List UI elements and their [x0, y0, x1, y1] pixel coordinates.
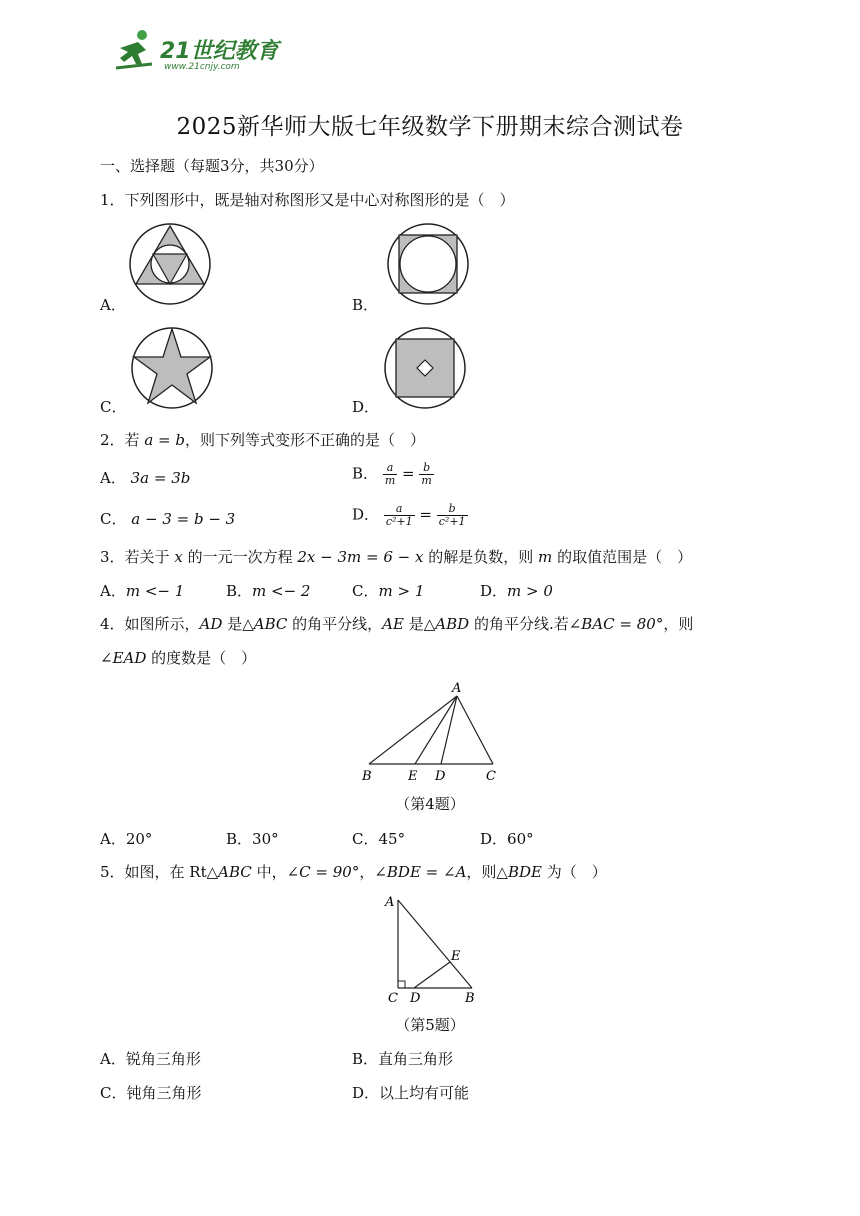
q4-ead: EAD: [112, 649, 147, 667]
q2-option-c: [100, 509, 235, 529]
q5-abc: ABC: [218, 863, 252, 881]
q2-b-fraction-left: $\frac{a}{m}$: [384, 461, 396, 487]
q2-b-fraction-right: $\frac{b}{m}$: [421, 461, 432, 487]
q3-var-x: x: [174, 548, 183, 566]
q1-option-c-label: C．: [100, 398, 127, 416]
q4-abc: ABC: [253, 615, 288, 633]
q3-option-b-math: m <− 2: [252, 582, 311, 600]
q2-stem: [100, 430, 425, 450]
runner-logo-icon: [112, 28, 156, 72]
q2-option-d: [352, 503, 468, 528]
q4-label-a: A: [452, 681, 462, 696]
q4-l1-mid4: 的角平分线.若∠: [473, 615, 582, 633]
q5-label-a: A: [385, 895, 395, 910]
q4-l2-pre: ∠: [100, 649, 113, 667]
q1-option-d-label: D．: [352, 398, 380, 416]
page-title: 2025新华师大版七年级数学下册期末综合测试卷: [176, 114, 684, 140]
q2-option-a-math: 3a = 3b: [130, 469, 191, 487]
q4-abd: ABD: [435, 615, 470, 633]
q2-d-equals: =: [419, 505, 432, 524]
q3-option-c: [352, 581, 424, 601]
q4-l1-pre: 4．如图所示，: [100, 615, 200, 633]
q1-figure-a: [128, 222, 212, 306]
q5-caption: （第5题）: [395, 1016, 465, 1034]
q5-label-c: C: [388, 991, 398, 1006]
q2-stem-pre: 2．若: [100, 431, 140, 449]
q3-option-d: [480, 581, 553, 601]
q5-stem: [100, 862, 607, 882]
q3-option-a-math: m <− 1: [125, 582, 185, 600]
q4-option-b: B．30°: [226, 830, 279, 848]
q5-mid3: ，则△: [466, 863, 508, 881]
q5-option-b: B．直角三角形: [352, 1050, 454, 1068]
q3-equation: 2x − 3m = 6 − x: [297, 548, 424, 566]
q4-caption: （第4题）: [395, 795, 465, 813]
q3-var-m: m: [538, 548, 553, 566]
q3-option-a-label: A．: [100, 582, 126, 600]
q1-option-b-label: B．: [352, 296, 379, 314]
q3-stem-mid: 的一元一次方程: [187, 548, 293, 566]
q4-label-b: B: [362, 769, 372, 784]
q2-d-fraction-left: $\frac{a}{\text{c²+1}}$: [385, 502, 413, 528]
q5-c90: C = 90°: [299, 863, 360, 881]
q1-stem: 1．下列图形中，既是轴对称图形又是中心对称图形的是（ ）: [100, 191, 515, 209]
q3-option-b-label: B．: [226, 582, 253, 600]
q4-label-c: C: [486, 769, 496, 784]
q3-stem-pre: 3．若关于: [100, 548, 170, 566]
q3-option-c-math: m > 1: [378, 582, 425, 600]
q5-label-e: E: [451, 949, 461, 964]
q2-stem-math: a = b: [144, 431, 185, 449]
q4-l2-post: 的度数是（ ）: [151, 649, 257, 667]
q3-stem-post: 的取值范围是（ ）: [557, 548, 693, 566]
q5-mid: 中，∠: [256, 863, 300, 881]
q5-bde2: BDE: [507, 863, 542, 881]
q3-stem-mid2: 的解是负数，则: [428, 548, 534, 566]
q4-option-d: D．60°: [480, 830, 534, 848]
q2-option-a-label: A．: [100, 469, 126, 487]
section-heading: 一、选择题（每题3分，共30分）: [100, 157, 324, 175]
q2-option-c-label: C．: [100, 510, 127, 528]
q5-post: 为（ ）: [546, 863, 607, 881]
q3-option-c-label: C．: [352, 582, 379, 600]
q1-figure-d: [383, 326, 467, 410]
q1-figure-b: [386, 222, 470, 306]
q4-option-c: C．45°: [352, 830, 406, 848]
q2-d-fraction-right: $\frac{b}{\text{c²+1}}$: [438, 502, 466, 528]
q4-bac: BAC = 80°: [581, 615, 664, 633]
q2-option-b: [352, 462, 434, 487]
q4-ae: AE: [382, 615, 404, 633]
q5-mid2: ，∠: [359, 863, 387, 881]
q4-label-e: E: [408, 769, 418, 784]
q2-option-d-label: D．: [352, 505, 380, 524]
q5-pre: 5．如图，在 Rt△: [100, 863, 219, 881]
q1-option-a-label: A．: [100, 296, 126, 314]
q3-option-b: [226, 581, 310, 601]
logo: [112, 28, 282, 76]
q5-label-b: B: [465, 991, 475, 1006]
logo-url: www.21cnjy.com: [164, 62, 240, 72]
q4-figure: [355, 676, 505, 786]
q1-figure-c: [130, 326, 214, 410]
q3-stem: [100, 547, 692, 567]
q4-ad: AD: [199, 615, 223, 633]
q5-label-d: D: [410, 991, 421, 1006]
q2-option-b-label: B．: [352, 464, 379, 483]
q4-l1-mid2: 的角平分线，: [292, 615, 383, 633]
q2-option-a: [100, 468, 190, 488]
q5-bde: BDE = ∠A: [386, 863, 467, 881]
q3-option-d-math: m > 0: [507, 582, 553, 600]
q2-option-c-math: a − 3 = b − 3: [131, 510, 236, 528]
q5-figure: [378, 890, 488, 1008]
q4-option-a: A．20°: [100, 830, 153, 848]
q2-b-equals: =: [402, 464, 415, 483]
q5-option-d: D．以上均有可能: [352, 1084, 470, 1102]
q4-label-d: D: [435, 769, 446, 784]
q3-option-a: [100, 581, 184, 601]
q4-l1-mid3: 是△: [408, 615, 436, 633]
q4-l1-post: ，则: [663, 615, 694, 633]
q5-option-a: A．锐角三角形: [100, 1050, 201, 1068]
q5-option-c: C．钝角三角形: [100, 1084, 202, 1102]
q4-l1-mid: 是△: [227, 615, 254, 633]
q3-option-d-label: D．: [480, 582, 508, 600]
q4-stem-line2: [100, 648, 256, 668]
q2-stem-post: ，则下列等式变形不正确的是（ ）: [184, 431, 425, 449]
q4-stem-line1: [100, 614, 693, 634]
logo-brand: 21世纪教育: [160, 39, 279, 64]
